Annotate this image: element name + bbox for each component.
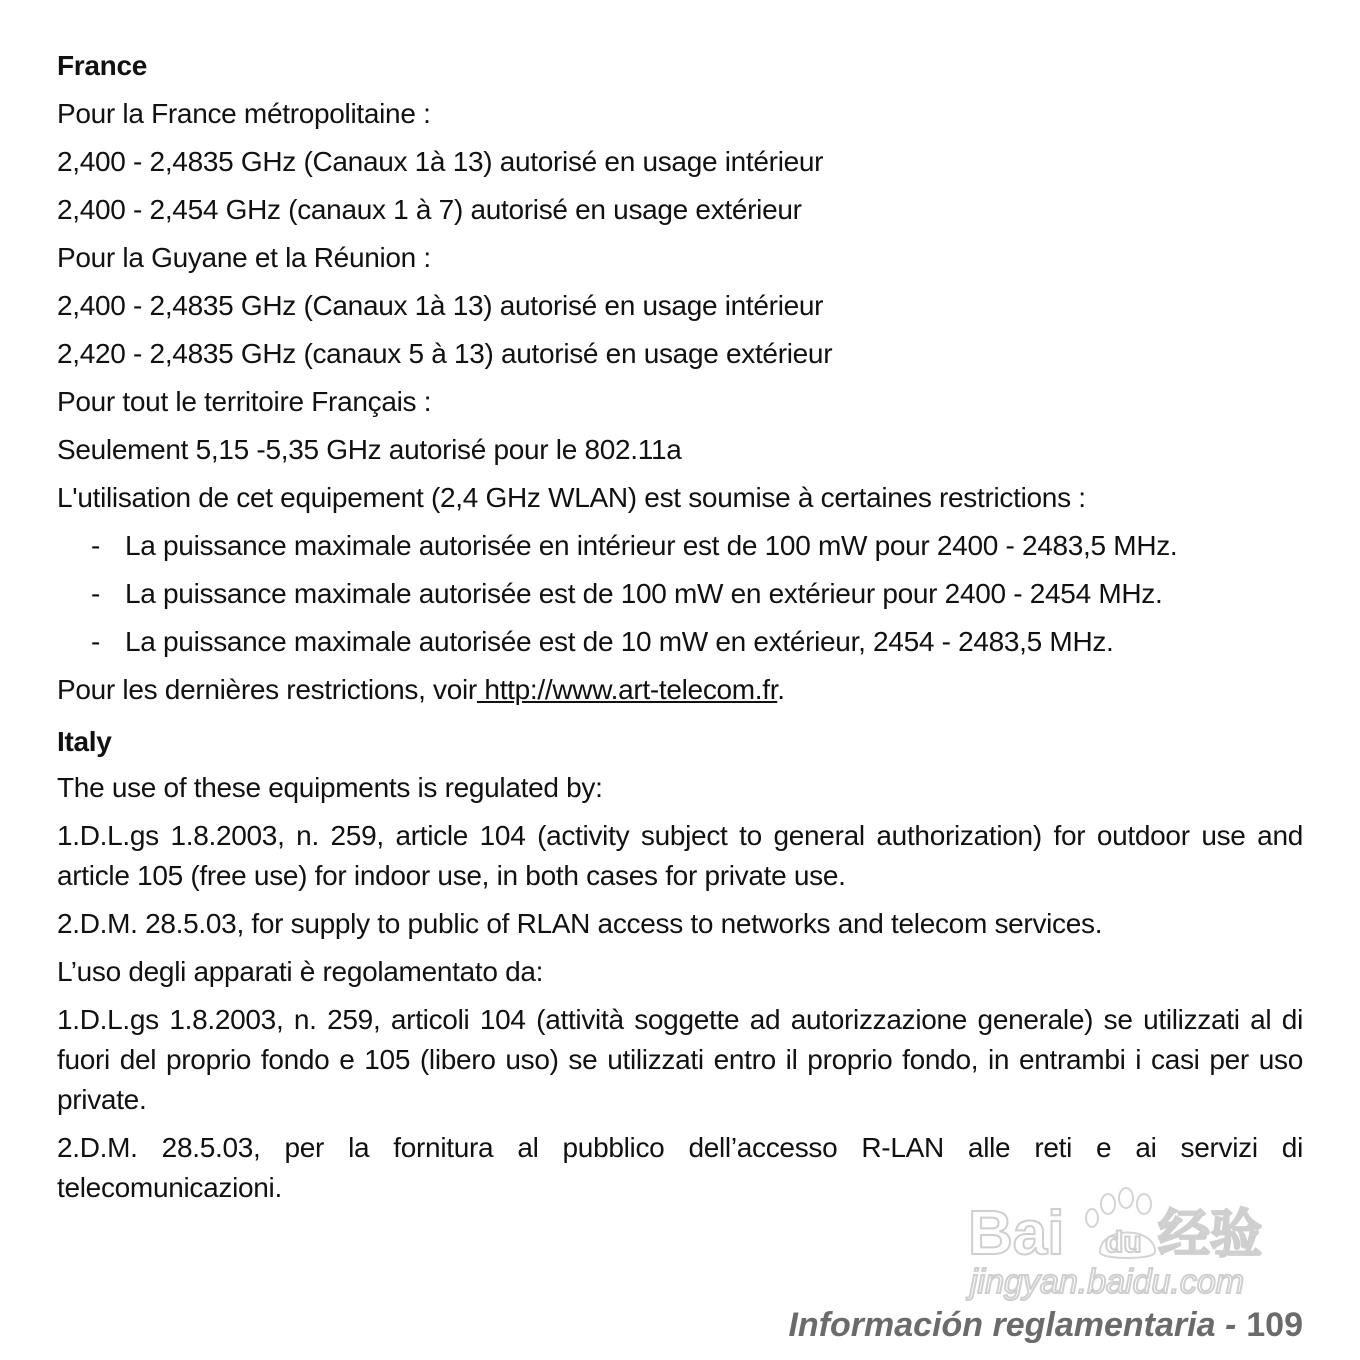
watermark-brand-mid: du bbox=[1105, 1226, 1142, 1259]
france-line: 2,400 - 2,4835 GHz (Canaux 1à 13) autorisé en usage intérieur bbox=[57, 290, 824, 321]
watermark-brand-right: 经验 bbox=[1158, 1206, 1263, 1264]
france-line: Pour tout le territoire Français : bbox=[57, 386, 432, 417]
italy-paragraph: 2.D.M. 28.5.03, for supply to public of RLAN access to networks and telecom services. bbox=[57, 908, 1103, 939]
italy-paragraph: The use of these equipments is regulated by: bbox=[57, 772, 603, 803]
document-page bbox=[57, 44, 1303, 1216]
france-line: Seulement 5,15 -5,35 GHz autorisé pour le 802.11a bbox=[57, 434, 682, 465]
italy-paragraph: 1.D.L.gs 1.8.2003, n. 259, articoli 104 (attività soggette ad autorizzazione generale) se utilizzati al di fuori del proprio fondo e 105 (libero uso) se utilizzati entro il proprio fondo, in entrambi i casi per uso private. bbox=[57, 1004, 1303, 1115]
italy-paragraph: L’uso degli apparati è regolamentato da: bbox=[57, 956, 544, 987]
bullet-dash: - bbox=[91, 578, 101, 609]
france-line: 2,400 - 2,4835 GHz (Canaux 1à 13) autorisé en usage intérieur bbox=[57, 146, 824, 177]
france-line: 2,420 - 2,4835 GHz (canaux 5 à 13) autorisé en usage extérieur bbox=[57, 338, 833, 369]
watermark-brand-left: Bai bbox=[968, 1199, 1065, 1268]
restriction-list-item bbox=[57, 524, 1303, 572]
page-number: 109 bbox=[1246, 1306, 1303, 1344]
footer-section-title: Información reglamentaria - bbox=[788, 1306, 1237, 1344]
france-line: 2,400 - 2,454 GHz (canaux 1 à 7) autorisé en usage extérieur bbox=[57, 194, 802, 225]
restrictions-link-line bbox=[57, 668, 1303, 716]
france-line: L'utilisation de cet equipement (2,4 GHz WLAN) est soumise à certaines restrictions : bbox=[57, 482, 1086, 513]
restriction-list-item bbox=[57, 620, 1303, 668]
bullet-dash: - bbox=[91, 626, 101, 657]
baidu-watermark-logo bbox=[960, 1160, 1290, 1310]
italy-paragraph: 2.D.M. 28.5.03, per la fornitura al pubblico dell’accesso R-LAN alle reti e ai servizi di telecomunicazioni. bbox=[57, 1132, 1303, 1203]
restriction-list-item bbox=[57, 572, 1303, 620]
art-telecom-link[interactable]: http://www.art-telecom.fr bbox=[476, 674, 778, 705]
france-line: Pour la France métropolitaine : bbox=[57, 98, 431, 129]
page-footer bbox=[788, 1303, 1303, 1347]
restrictions-link-suffix: . bbox=[777, 674, 785, 705]
restriction-text: La puissance maximale autorisée en intérieur est de 100 mW pour 2400 - 2483,5 MHz. bbox=[125, 530, 1178, 561]
italy-heading: Italy bbox=[57, 726, 112, 757]
france-line: Pour la Guyane et la Réunion : bbox=[57, 242, 431, 273]
restriction-text: La puissance maximale autorisée est de 100 mW en extérieur pour 2400 - 2454 MHz. bbox=[125, 578, 1163, 609]
watermark-url: jingyan.baidu.com bbox=[970, 1263, 1245, 1301]
restrictions-link-prefix: Pour les dernières restrictions, voir bbox=[57, 674, 477, 705]
bullet-dash: - bbox=[91, 530, 101, 561]
italy-paragraph: 1.D.L.gs 1.8.2003, n. 259, article 104 (activity subject to general authorization) for outdoor use and article 105 (free use) for indoor use, in both cases for private use. bbox=[57, 820, 1303, 891]
france-heading: France bbox=[57, 50, 148, 81]
baidu-watermark bbox=[960, 1160, 1290, 1310]
restriction-text: La puissance maximale autorisée est de 10 mW en extérieur, 2454 - 2483,5 MHz. bbox=[125, 626, 1114, 657]
